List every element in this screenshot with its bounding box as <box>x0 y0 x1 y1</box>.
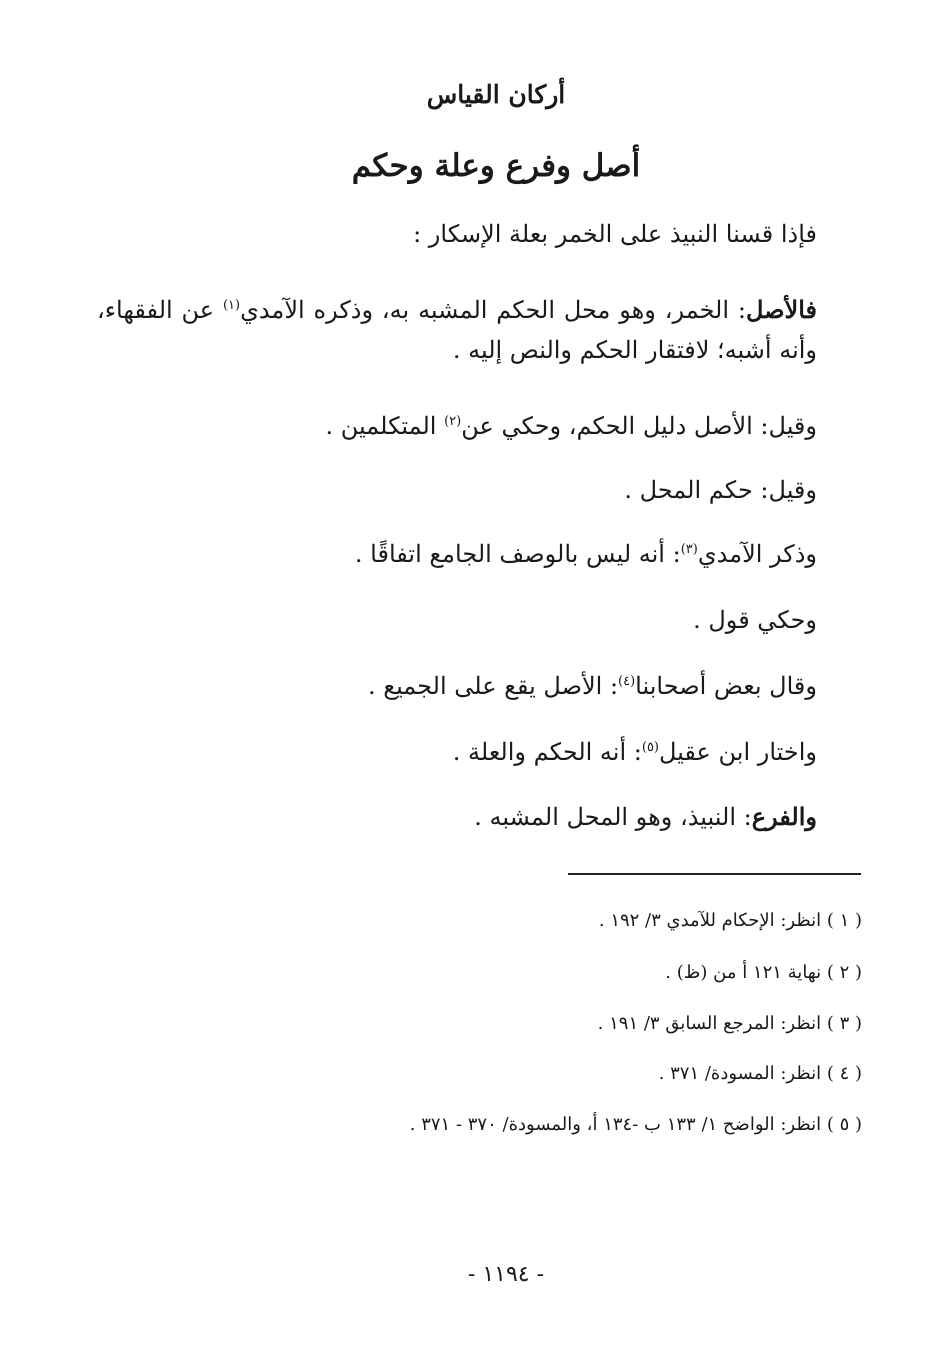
asl-label: فالأصل <box>745 295 818 324</box>
asl-paragraph <box>97 286 817 370</box>
footnote-ref-2: (٢) <box>444 414 462 429</box>
section-subtitle: أصل وفرع وعلة وحكم <box>351 148 641 184</box>
far-label: والفرع <box>751 802 817 831</box>
ashab-paragraph <box>368 672 817 700</box>
far-text: : النبيذ، وهو المحل المشبه . <box>474 803 752 831</box>
page-number: - ١١٩٤ - <box>467 1262 545 1287</box>
footnote-5: ( ٥ ) انظر: الواضح ١/ ١٣٣ ب -١٣٤ أ، والمسودة/ ٣٧٠ - ٣٧١ . <box>409 1114 862 1135</box>
footnote-1: ( ١ ) انظر: الإحكام للآمدي ٣/ ١٩٢ . <box>598 910 862 931</box>
qil1-after: المتكلمين . <box>325 412 445 440</box>
qil1-before: وقيل: الأصل دليل الحكم، وحكي عن <box>461 412 817 440</box>
amidi-after: : أنه ليس بالوصف الجامع اتفاقًا . <box>354 540 681 568</box>
footnote-divider <box>568 873 861 875</box>
footnote-ref-5: (٥) <box>641 740 659 755</box>
footnote-ref-4: (٤) <box>618 674 636 689</box>
asl-text-after: عن الفقهاء، وأنه أشبه؛ لافتقار الحكم والنص إليه . <box>97 296 817 364</box>
amidi-paragraph <box>355 540 817 568</box>
chapter-title: أركان القياس <box>426 80 566 109</box>
footnote-ref-3: (٣) <box>680 542 698 557</box>
qil-dalil-paragraph <box>326 412 817 440</box>
footnote-4: ( ٤ ) انظر: المسودة/ ٣٧١ . <box>658 1063 862 1084</box>
hukiya-paragraph: وحكي قول . <box>693 606 817 634</box>
ashab-after: : الأصل يقع على الجميع . <box>368 672 619 700</box>
amidi-before: وذكر الآمدي <box>697 540 817 568</box>
aqil-before: واختار ابن عقيل <box>659 738 817 766</box>
intro-paragraph: فإذا قسنا النبيذ على الخمر بعلة الإسكار : <box>413 220 817 248</box>
footnote-ref-1: (١) <box>222 298 241 313</box>
aqil-paragraph <box>453 738 817 766</box>
asl-text-before: : الخمر، وهو محل الحكم المشبه به، وذكره الآمدي <box>240 296 746 324</box>
qil-hukm-paragraph: وقيل: حكم المحل . <box>624 476 817 504</box>
ashab-before: وقال بعض أصحابنا <box>635 672 817 700</box>
aqil-after: : أنه الحكم والعلة . <box>452 738 642 766</box>
footnote-2: ( ٢ ) نهاية ١٢١ أ من (ظ) . <box>665 962 862 983</box>
footnote-3: ( ٣ ) انظر: المرجع السابق ٣/ ١٩١ . <box>597 1013 862 1034</box>
far-paragraph <box>474 802 817 831</box>
